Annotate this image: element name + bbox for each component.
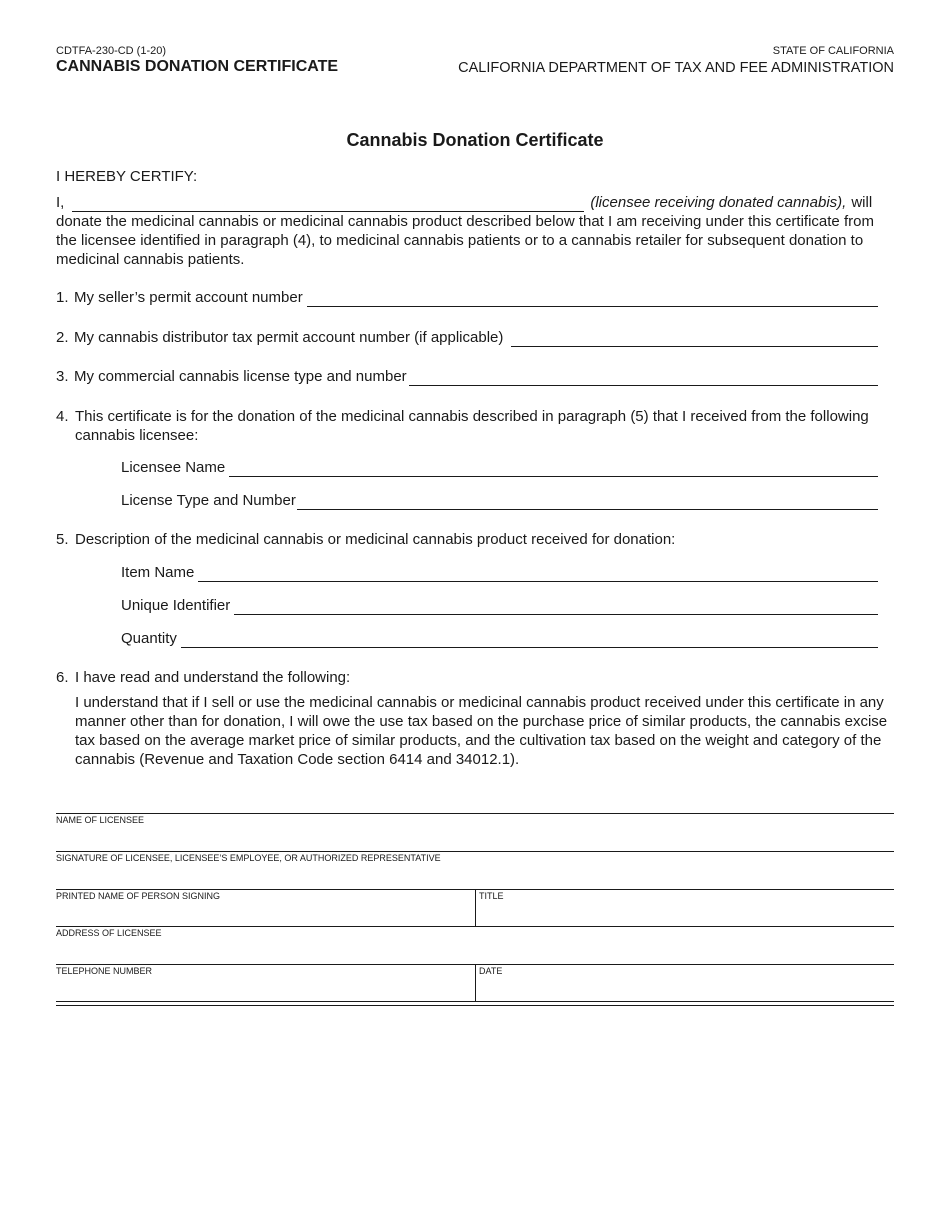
address-label: ADDRESS OF LICENSEE bbox=[56, 928, 162, 938]
printed-name-label: PRINTED NAME OF PERSON SIGNING bbox=[56, 891, 221, 901]
unique-identifier-label: Unique Identifier bbox=[121, 597, 231, 614]
signature-label: SIGNATURE OF LICENSEE, LICENSEE’S EMPLOYEE, OR AUTHORIZED REPRESENTATIVE bbox=[56, 853, 441, 863]
name-of-licensee-label: NAME OF LICENSEE bbox=[56, 815, 145, 825]
item-3-number: 3. bbox=[56, 368, 69, 385]
divider bbox=[475, 964, 476, 1001]
intro-paragraph bbox=[56, 193, 896, 269]
intro-prefix: I, bbox=[56, 194, 65, 211]
item-1-label: My seller’s permit account number bbox=[74, 289, 303, 306]
item-name-field[interactable] bbox=[198, 567, 878, 582]
item-2 bbox=[56, 328, 878, 347]
page-title: Cannabis Donation Certificate bbox=[346, 130, 604, 150]
item-6-statement: I understand that if I sell or use the medicinal cannabis or medicinal cannabis product received under this certificate in any manner other than for donation, I will owe the use tax based on the purchase price of similar products, the cannabis excise tax based on the average market price of similar products, and the cultivation tax based on the weight and category of the cannabis (Revenue and Taxation Code section 6414 and 34012.1). bbox=[75, 694, 888, 768]
title-field[interactable] bbox=[478, 903, 894, 926]
intro-italic: (licensee receiving donated cannabis), bbox=[590, 194, 847, 211]
sellers-permit-field[interactable] bbox=[307, 292, 878, 307]
date-field[interactable] bbox=[478, 978, 894, 1001]
divider bbox=[56, 1005, 894, 1006]
signature-field[interactable] bbox=[56, 865, 894, 888]
intro-will: will bbox=[851, 194, 873, 211]
telephone-label: TELEPHONE NUMBER bbox=[56, 966, 153, 976]
quantity-row bbox=[121, 629, 878, 648]
date-label: DATE bbox=[479, 966, 503, 976]
item-2-number: 2. bbox=[56, 329, 69, 346]
item-name-row bbox=[121, 563, 878, 582]
department-label: CALIFORNIA DEPARTMENT OF TAX AND FEE ADMINISTRATION bbox=[458, 60, 894, 76]
divider bbox=[56, 851, 894, 852]
item-name-label: Item Name bbox=[121, 564, 195, 581]
item-4-text: This certificate is for the donation of the medicinal cannabis described in paragraph (5) that I received from the following cannabis licensee: bbox=[75, 408, 869, 444]
unique-identifier-field[interactable] bbox=[234, 600, 878, 615]
license-type-label: License Type and Number bbox=[121, 492, 296, 509]
state-label: STATE OF CALIFORNIA bbox=[772, 45, 894, 57]
divider bbox=[56, 926, 894, 927]
licensee-receiving-field[interactable] bbox=[72, 197, 584, 212]
quantity-field[interactable] bbox=[181, 633, 878, 648]
quantity-label: Quantity bbox=[121, 630, 177, 647]
divider bbox=[475, 889, 476, 926]
licensee-name-row bbox=[121, 458, 878, 477]
item-1-number: 1. bbox=[56, 289, 69, 306]
form-name: CANNABIS DONATION CERTIFICATE bbox=[56, 58, 339, 75]
licensee-name-field[interactable] bbox=[229, 462, 878, 477]
item-5-text: Description of the medicinal cannabis or medicinal cannabis product received for donation: bbox=[75, 531, 676, 548]
intro-rest: donate the medicinal cannabis or medicinal cannabis product described below that I am receiving under this certificate from the licensee identified in paragraph (4), to medicinal cannabis patients or to a cannabis retailer for subsequent donation to medicinal cannabis patients. bbox=[56, 213, 874, 268]
unique-identifier-row bbox=[121, 596, 878, 615]
divider bbox=[56, 1001, 894, 1002]
item-1 bbox=[56, 288, 878, 307]
license-type-number-field[interactable] bbox=[409, 371, 878, 386]
certify-heading: I HEREBY CERTIFY: bbox=[56, 168, 198, 185]
divider bbox=[56, 813, 894, 814]
item-2-label: My cannabis distributor tax permit account number (if applicable) bbox=[74, 329, 504, 346]
item-3 bbox=[56, 367, 878, 386]
address-field[interactable] bbox=[56, 940, 894, 963]
item-5-number: 5. bbox=[56, 531, 69, 548]
licensee-name-label: Licensee Name bbox=[121, 459, 226, 476]
license-type-field[interactable] bbox=[297, 495, 878, 510]
license-type-row bbox=[121, 491, 878, 510]
item-6-number: 6. bbox=[56, 669, 69, 686]
item-6-text: I have read and understand the following: bbox=[75, 669, 351, 686]
distributor-permit-field[interactable] bbox=[511, 332, 878, 347]
title-label: TITLE bbox=[479, 891, 504, 901]
telephone-field[interactable] bbox=[56, 978, 474, 1001]
printed-name-field[interactable] bbox=[56, 903, 474, 926]
item-3-label: My commercial cannabis license type and number bbox=[74, 368, 407, 385]
item-4-number: 4. bbox=[56, 408, 69, 425]
form-number: CDTFA-230-CD (1-20) bbox=[56, 45, 167, 57]
name-of-licensee-field[interactable] bbox=[56, 827, 894, 850]
